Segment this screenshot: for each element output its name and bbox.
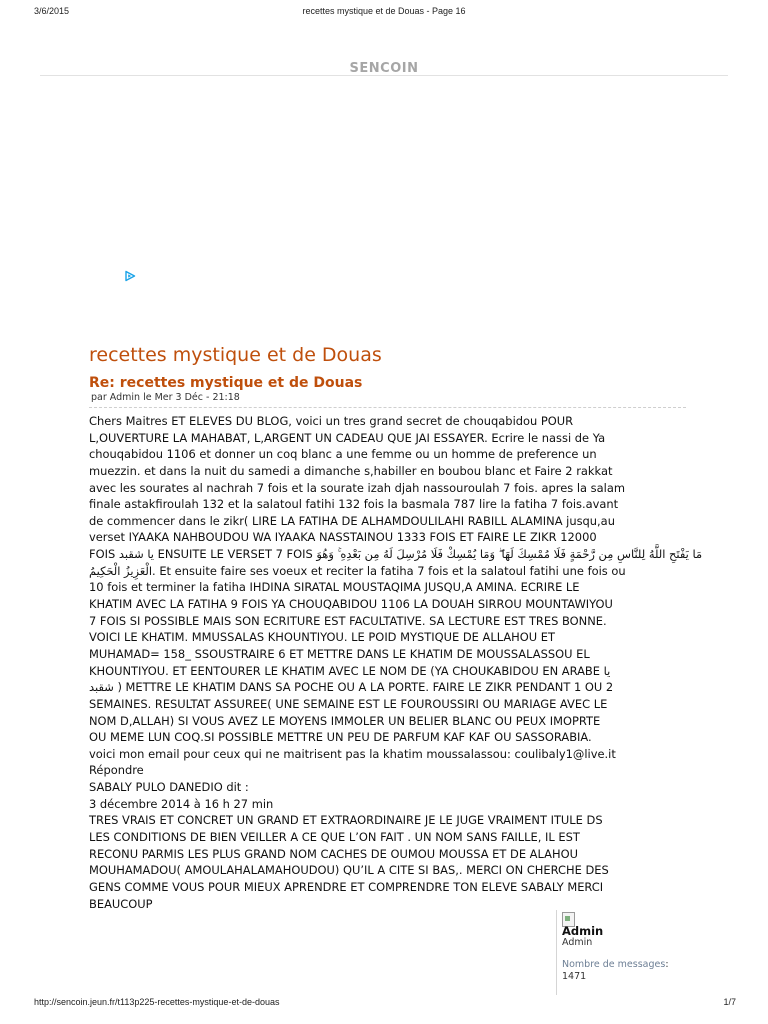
post-line: KHOUNTIYOU. ET EENTOURER LE KHATIM AVEC LE NOM DE (YA CHOUKABIDOU EN ARABE يا — [89, 663, 611, 678]
post-line: SABALY PULO DANEDIO dit : — [89, 780, 249, 795]
post-title[interactable]: Re: recettes mystique et de Douas — [89, 375, 363, 391]
post-line: chouqabidou 1106 et donner un coq blanc a une femme ou un homme de preference un — [89, 447, 597, 462]
post-meta — [91, 392, 240, 403]
post-line: 10 fois et terminer la fatiha IHDINA SIRATAL MOUSTAQIMA JUSQU,A AMINA. ECRIRE LE — [89, 580, 580, 595]
profile-rank: Admin — [562, 937, 593, 948]
print-date: 3/6/2015 — [34, 6, 70, 16]
post-line: VOICI LE KHATIM. MMUSSALAS KHOUNTIYOU. LE POID MYSTIQUE DE ALLAHOU ET — [89, 630, 555, 645]
messages-label-text: Nombre de messages — [562, 959, 666, 970]
print-page-title: recettes mystique et de Douas - Page 16 — [302, 6, 466, 16]
profile-messages-label — [562, 959, 669, 970]
post-line: RECONU PARMIS LES PLUS GRAND NOM CACHES DE OUMOU MOUSSA ET DE ALAHOU — [89, 846, 578, 861]
post-divider — [89, 407, 686, 408]
profile-messages-count: 1471 — [562, 971, 587, 982]
post-line: 7 FOIS SI POSSIBLE MAIS SON ECRITURE EST FACULTATIVE. SA LECTURE EST TRES BONNE. — [89, 613, 607, 628]
post-line: verset IYAAKA NAHBOUDOU WA IYAAKA NASSTAINOU 1333 FOIS ET FAIRE LE ZIKR 12000 — [89, 530, 597, 545]
site-logo-text[interactable]: SENCOIN — [349, 61, 419, 76]
post-line: 3 décembre 2014 à 16 h 27 min — [89, 796, 274, 811]
print-header — [0, 6, 768, 20]
post-line: MOUHAMADOU( AMOULAHALAMAHOUDOU) QU’IL A CITE SI BAS,. MERCI ON CHERCHE DES — [89, 863, 609, 878]
post-line: الْعَزِيزُ الْحَكِيمُ. Et ensuite faire ses voeux et reciter la fatiha 7 fois et la salatoul fatihi une fois ou — [89, 563, 626, 578]
post-author-link[interactable]: Admin — [109, 392, 141, 403]
post-line: GENS COMME VOUS POUR MIEUX APRENDRE ET COMPRENDRE TON ELEVE SABALY MERCI — [89, 879, 604, 894]
post-line: L,OUVERTURE LA MAHABAT, L,ARGENT UN CADEAU QUE JAI ESSAYER. Ecrire le nassi de Ya — [89, 430, 606, 445]
post-line: FOIS يا شقبد ENSUITE LE VERSET 7 FOIS مَا يَفْتَحِ اللَّهُ لِلنَّاسِ مِن رَّحْمَةٍ فَلَا مُمْسِكَ لَهَا ۖ وَمَا يُمْسِكْ فَلَا مُرْسِلَ لَهُ مِن بَعْدِهِ ۚ وَهُوَ — [89, 547, 703, 562]
topic-title[interactable]: recettes mystique et de Douas — [89, 344, 382, 366]
post-body — [89, 413, 703, 912]
post-line: avec les sourates al nachrah 7 fois et la sourate izah djah nassouroulah 7 fois. apres la salam — [89, 480, 625, 495]
post-line: SEMAINES. RESULTAT ASSUREE( UNE SEMAINE EST LE FOUROUSSIRI OU MARIAGE AVEC LE — [89, 696, 608, 711]
post-line: LES CONDITIONS DE BIEN VEILLER A CE QUE L’ON FAIT . UN NOM SANS FAILLE, IL EST — [89, 830, 580, 845]
post-line: BEAUCOUP — [89, 896, 153, 911]
post-line: voici mon email pour ceux qui ne maitrisent pas la khatim moussalassou: coulibaly1@live.it — [89, 746, 616, 761]
post-line: Répondre — [89, 763, 144, 778]
author-profile — [556, 910, 687, 995]
adchoices-play-icon[interactable] — [124, 270, 136, 282]
post-line: NOM D,ALLAH) SI VOUS AVEZ LE MOYENS IMMOLER UN BELIER BLANC OU PEUX IMOPRTE — [89, 713, 601, 728]
post-line: KHATIM AVEC LA FATIHA 9 FOIS YA CHOUQABIDOU 1106 LA DOUAH SIRROU MOUNTAWIYOU — [89, 597, 613, 612]
post-meta-prefix: par — [91, 392, 110, 403]
print-page-number: 1/7 — [723, 997, 736, 1007]
print-url: http://sencoin.jeun.fr/t113p225-recettes-mystique-et-de-douas — [34, 997, 280, 1007]
print-footer — [0, 997, 768, 1011]
post-line: MUHAMAD= 158_ SSOUSTRAIRE 6 ET METTRE DANS LE KHATIM DE MOUSSALASSOU EL — [89, 646, 590, 661]
messages-colon: : — [665, 959, 669, 970]
post-line: OU MEME LUN COQ.SI POSSIBLE METTRE UN PEU DE PARFUM KAF KAF OU SASSORABIA. — [89, 730, 592, 745]
post-line: شقبد ) METTRE LE KHATIM DANS SA POCHE OU A LA PORTE. FAIRE LE ZIKR PENDANT 1 OU 2 — [89, 680, 614, 695]
post-date: le Mer 3 Déc - 21:18 — [140, 392, 240, 403]
profile-name[interactable]: Admin — [562, 924, 604, 938]
post-line: de commencer dans le zikr( LIRE LA FATIHA DE ALHAMDOULILAHI RABILL ALAMINA jusqu,au — [89, 513, 615, 528]
post-line: muezzin. et dans la nuit du samedi a dimanche s,habiller en boubou blanc et Faire 2 rakkat — [89, 463, 613, 478]
post-line: Chers Maitres ET ELEVES DU BLOG, voici un tres grand secret de chouqabidou POUR — [89, 414, 574, 428]
post-line: TRES VRAIS ET CONCRET UN GRAND ET EXTRAORDINAIRE JE LE JUGE VRAIMENT ITULE DS — [89, 813, 603, 828]
post-line: finale astakfiroulah 132 et la salatoul fatihi 132 fois la basmala 787 lire la fatiha 7 fois.avant — [89, 497, 619, 512]
